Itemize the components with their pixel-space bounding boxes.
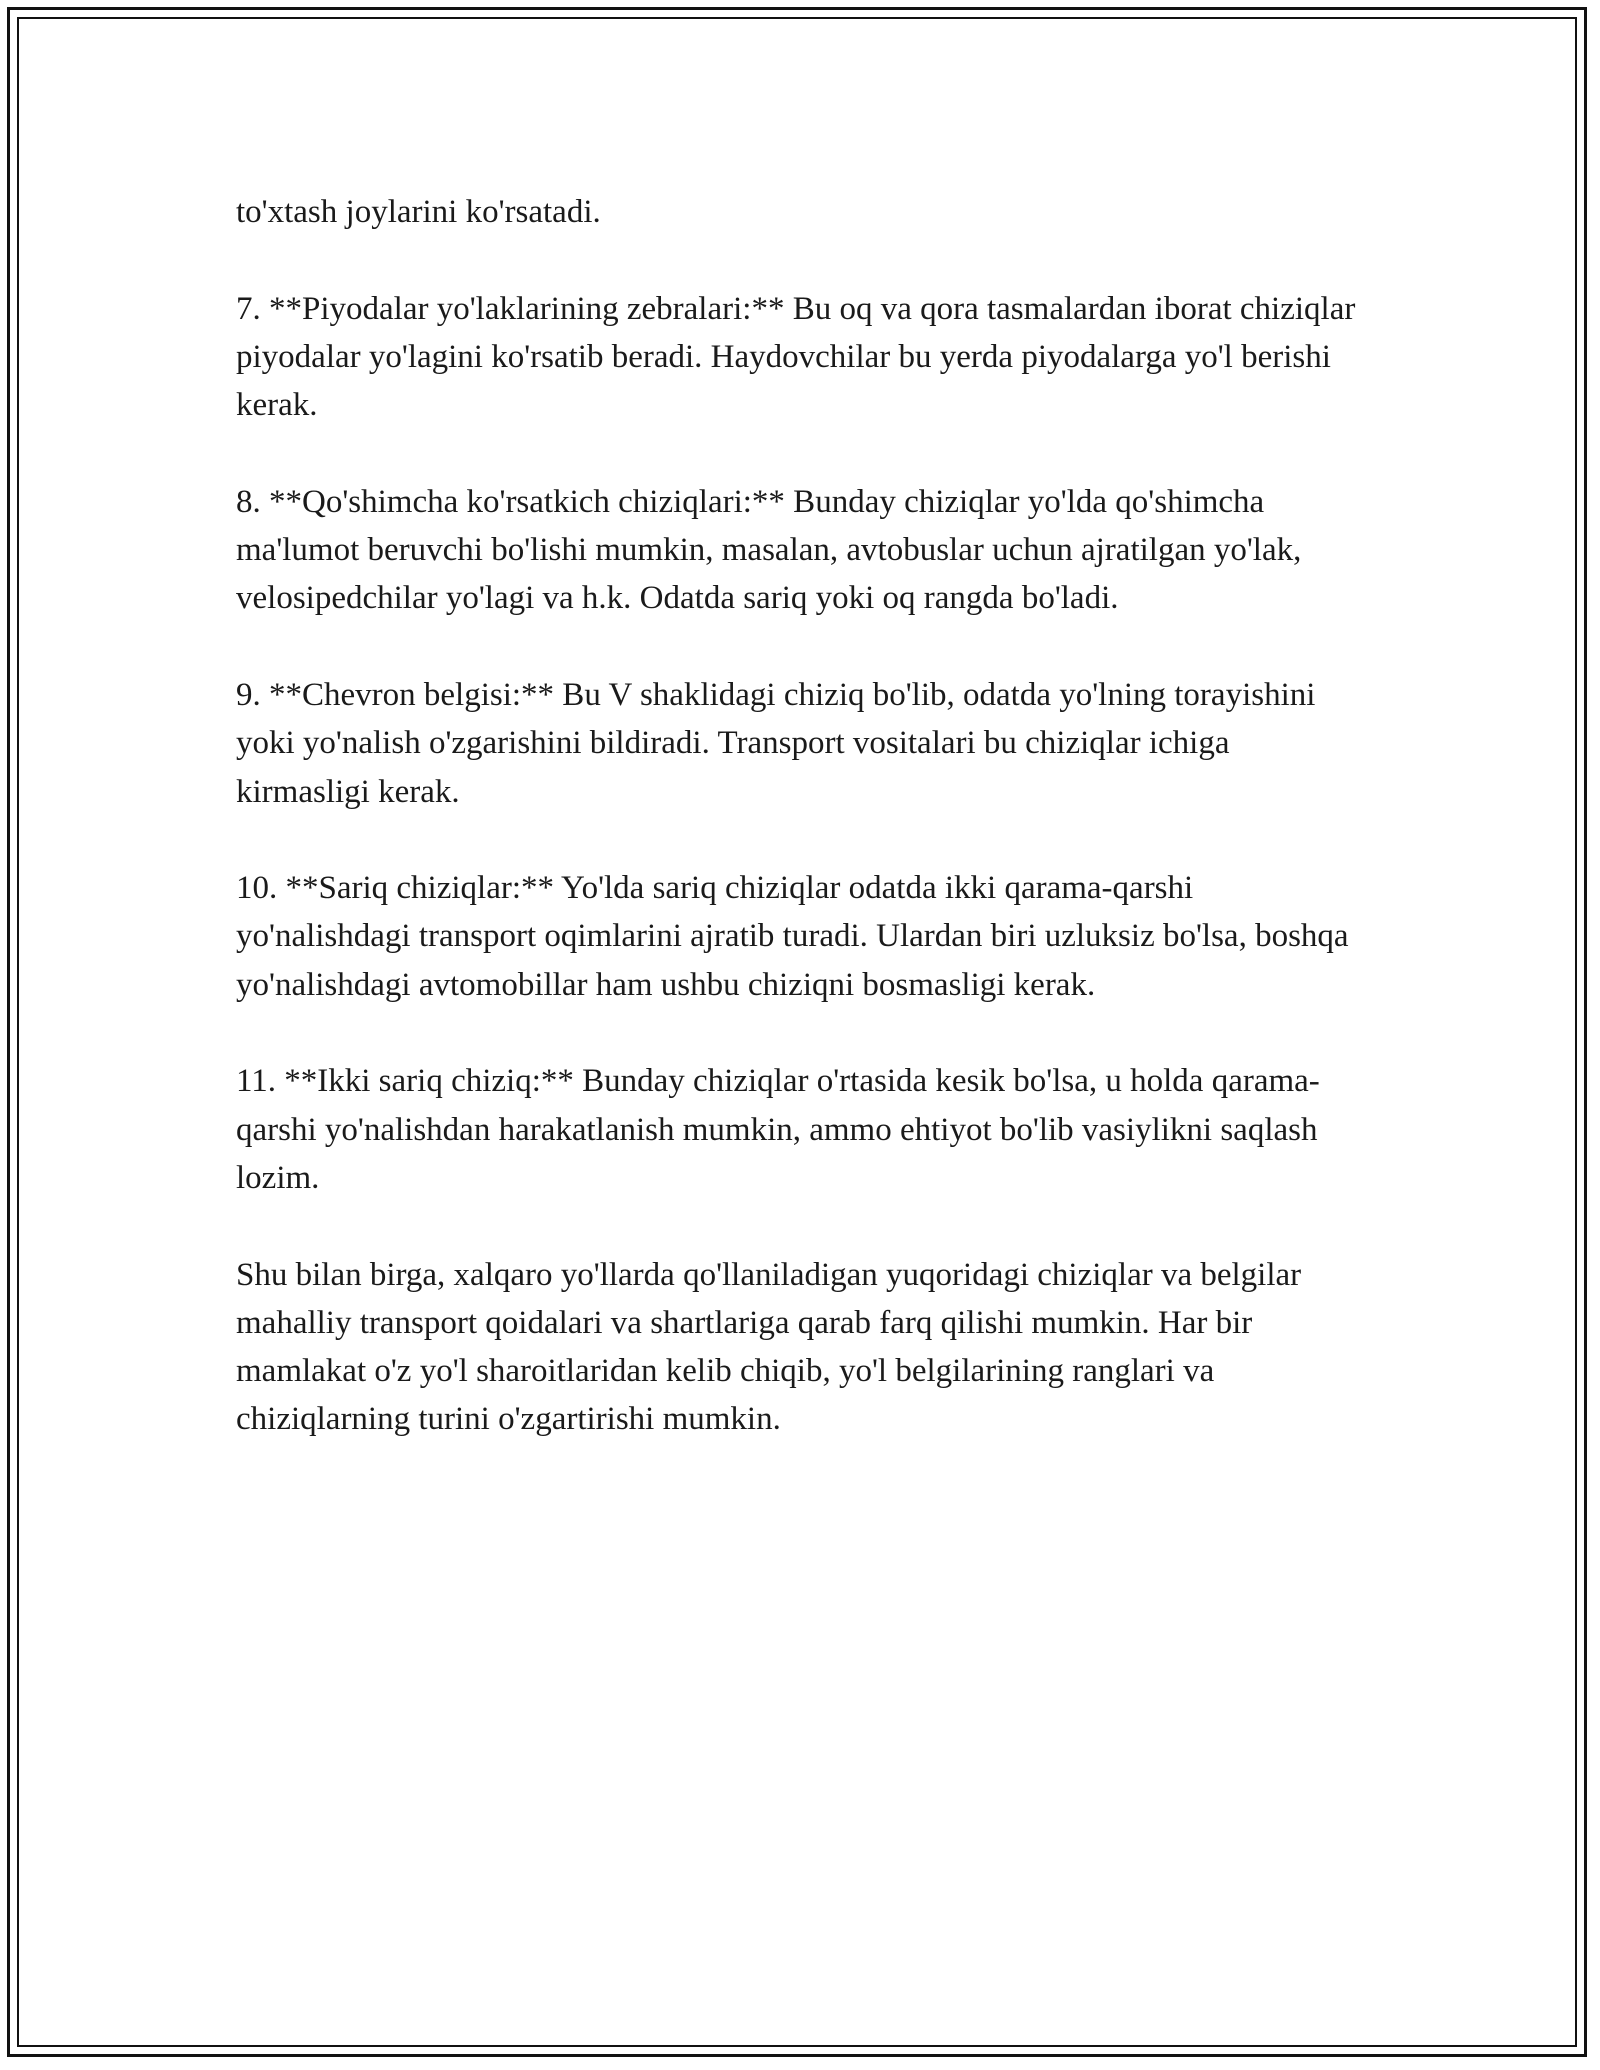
paragraph-continuation: to'xtash joylarini ko'rsatadi. (236, 194, 601, 230)
paragraph-item-10: 10. **Sariq chiziqlar:** Yo'lda sariq chiziqlar odatda ikki qarama-qarshi yo'nalishdagi transport oqimlarini ajratib turadi. Ulardan biri uzluksiz bo'lsa, boshqa yo'nalishdagi avtomobillar ham ushbu chiziqni bosmasligi kerak. (236, 870, 1349, 1003)
paragraph-item-9: 9. **Chevron belgisi:** Bu V shaklidagi chiziq bo'lib, odatda yo'lning torayishini yoki yo'nalish o'zgarishini bildiradi. Transport vositalari bu chiziqlar ichiga kirmasligi kerak. (236, 676, 1316, 810)
paragraph-item-8: 8. **Qo'shimcha ko'rsatkich chiziqlari:** Bunday chiziqlar yo'lda qo'shimcha ma'lumot beruvchi bo'lishi mumkin, masalan, avtobuslar uchun ajratilgan yo'lak, velosipedchilar yo'lagi va h.k. Odatda sariq yoki oq rangda bo'ladi. (236, 483, 1302, 617)
paragraph-item-7: 7. **Piyodalar yo'laklarining zebralari:** Bu oq va qora tasmalardan iborat chiziqlar piyodalar yo'lagini ko'rsatib beradi. Haydovchilar bu yerda piyodalarga yo'l berishi kerak. (236, 290, 1356, 424)
document-body (236, 188, 1366, 1444)
paragraph-item-11: 11. **Ikki sariq chiziq:** Bunday chiziqlar o'rtasida kesik bo'lsa, u holda qarama-qarshi yo'nalishdan harakatlanish mumkin, ammo ehtiyot bo'lib vasiylikni saqlash lozim. (236, 1063, 1320, 1196)
paragraph-conclusion: Shu bilan birga, xalqaro yo'llarda qo'llaniladigan yuqoridagi chiziqlar va belgilar mahalliy transport qoidalari va shartlariga qarab farq qilishi mumkin. Har bir mamlakat o'z yo'l sharoitlaridan kelib chiqib, yo'l belgilarining ranglari va chiziqlarning turini o'zgartirishi mumkin. (236, 1256, 1302, 1438)
